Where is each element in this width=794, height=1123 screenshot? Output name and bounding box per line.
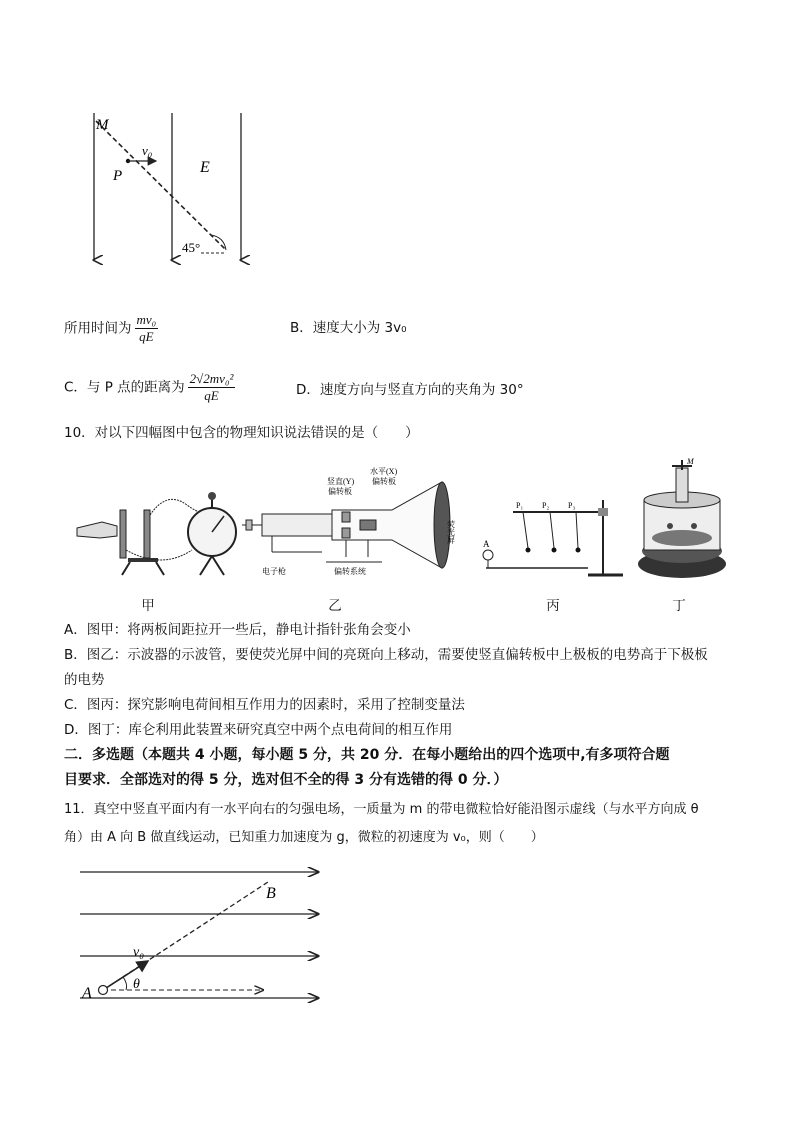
caption-yi: 乙 [328, 598, 342, 614]
label-b-11: B [266, 885, 276, 902]
q11-line1: 11．真空中竖直平面内有一水平向右的匀强电场，一质量为 m 的带电微粒恰好能沿图示虚线（与水平方向成 θ [64, 802, 699, 817]
hand [77, 522, 117, 538]
caption-bing: 丙 [546, 598, 560, 614]
label-v0: v₀ [142, 143, 153, 158]
q9-a-denominator: qE [139, 329, 154, 344]
q10-figure-ding [632, 456, 732, 584]
label-gun: 电子枪 [262, 567, 286, 576]
section2-line1: 二．多选题（本题共 4 小题，每小题 5 分，共 20 分．在每小题给出的四个选项中,有多项符合题 [64, 747, 670, 763]
label-p3: P₃ [568, 501, 576, 510]
q10-figure-bing [478, 490, 628, 580]
charge-a [483, 550, 493, 560]
plate-left [120, 510, 126, 558]
label-a: A [483, 539, 490, 549]
q11-line2: 角）由 A 向 B 做直线运动，已知重力加速度为 g，微粒的初速度为 v₀，则（ ） [64, 830, 544, 845]
q9-option-c [64, 371, 238, 404]
q10-figure-yi [242, 462, 467, 582]
caption-ding: 丁 [672, 598, 686, 614]
label-deflect: 偏转系统 [334, 567, 366, 576]
q10-option-b-line2: 的电势 [64, 672, 105, 688]
q10-option-d: D．图丁：库仑利用此装置来研究真空中两个点电荷间的相互作用 [64, 722, 453, 738]
q9-figure [86, 105, 256, 270]
plate-right [144, 510, 150, 558]
q9-option-a [64, 312, 161, 345]
q10-stem: 10．对以下四幅图中包含的物理知识说法错误的是（ ） [64, 425, 419, 441]
q9-option-a-prefix: 所用时间为 [64, 320, 132, 337]
q10-figure-jia [72, 480, 242, 580]
point-a-11 [99, 986, 108, 995]
label-p: P [113, 168, 123, 184]
label-a-11: A [82, 985, 92, 1002]
label-p2: P₂ [542, 501, 550, 510]
label-45: 45° [182, 240, 201, 255]
label-m: M [96, 117, 109, 133]
q11-figure [78, 860, 328, 1010]
v0-arrow-11 [103, 961, 148, 990]
trajectory-dashed [96, 121, 226, 250]
label-p1: P₁ [516, 501, 524, 510]
q10-option-a: A．图甲：将两板间距拉开一些后，静电计指针张角会变小 [64, 622, 411, 638]
label-theta: θ [133, 977, 140, 992]
label-e: E [200, 159, 210, 176]
label-v0-11: v₀ [133, 945, 145, 960]
q9-a-numerator: mv₀ [136, 312, 157, 327]
q9-c-denominator: qE [204, 388, 219, 403]
caption-jia: 甲 [141, 598, 155, 614]
q9-option-c-fraction [188, 371, 236, 404]
stand [128, 558, 158, 562]
label-hori1: 水平(X) [370, 467, 398, 476]
section2-line2: 目要求．全部选对的得 5 分，选对但不全的得 3 分有选错的得 0 分．） [64, 772, 508, 788]
theta-arc [123, 977, 127, 990]
label-hori2: 偏转板 [372, 477, 396, 486]
q9-option-c-prefix: C．与 P 点的距离为 [64, 379, 185, 396]
q9-c-numerator: 2√2mv₀² [189, 371, 234, 386]
q9-option-b: B．速度大小为 3v₀ [290, 320, 407, 336]
q9-option-a-fraction [135, 312, 159, 345]
label-vert1: 竖直(Y) [327, 477, 355, 486]
label-screen: 荧光屏 [446, 520, 456, 544]
q10-option-c: C．图丙：探究影响电荷间相互作用力的因素时，采用了控制变量法 [64, 697, 465, 713]
label-vert2: 偏转板 [328, 487, 352, 496]
q9-option-d: D．速度方向与竖直方向的夹角为 30° [296, 382, 524, 398]
q10-option-b-line1: B．图乙：示波器的示波管，要使荧光屏中间的亮斑向上移动，需要使竖直偏转板中上极板的电势高于下极板 [64, 647, 708, 663]
gun-body [262, 514, 332, 536]
label-m-ding: M [687, 457, 694, 466]
